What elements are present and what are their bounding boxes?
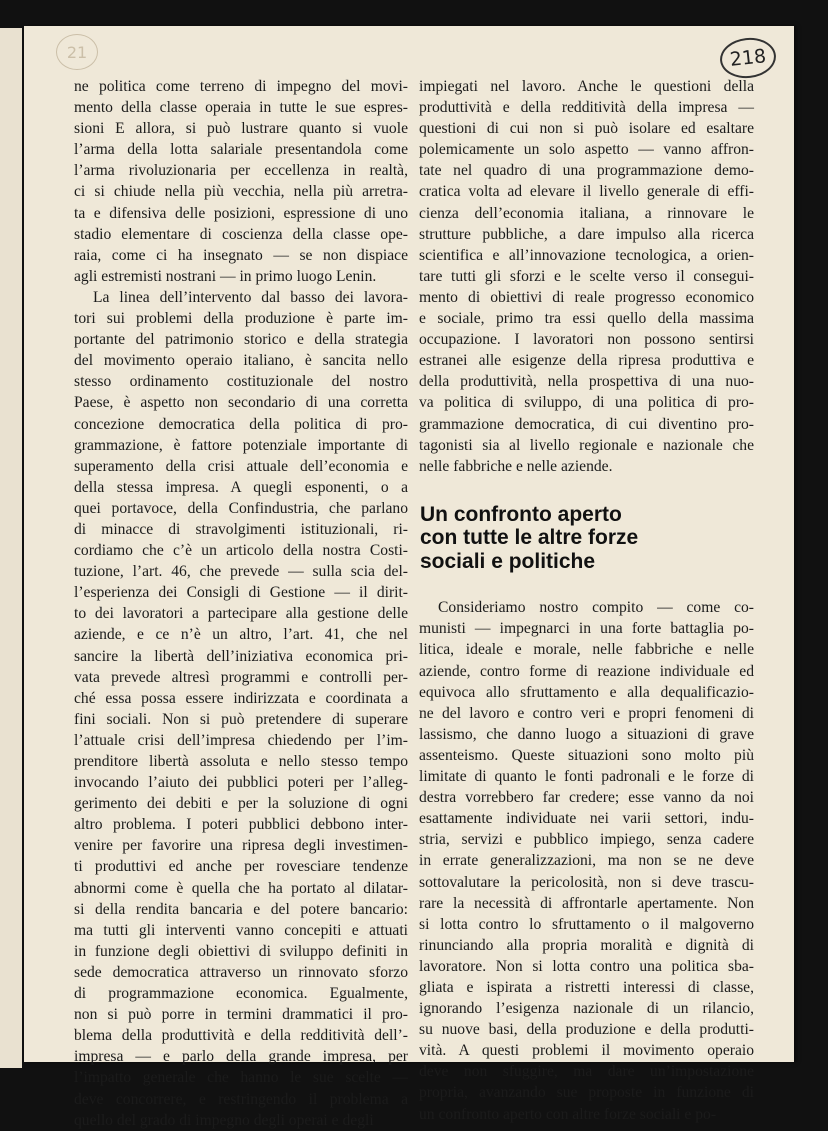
text-line: l’attuale crisi dell’impresa chiedendo per l’im-: [74, 731, 408, 749]
text-line: lassismo, che danno luogo a situazioni di grave: [419, 725, 754, 743]
text-line: l’esperienza dei Consigli di Gestione — il dirit-: [74, 584, 408, 602]
text-line: esattamente individuate nei varii settori, indu-: [419, 810, 754, 828]
text-line: vità. A questi problemi il movimento operaio: [419, 1042, 754, 1060]
text-line: ci si chiude nella più vecchia, nella più arretra-: [74, 183, 408, 201]
text-line: gliata e ispirata a ristretti interessi di classe,: [419, 978, 754, 996]
text-line: quello del grado di impegno degli operai e degli: [74, 1111, 374, 1129]
text-line: ne politica come terreno di impegno del movi-: [74, 78, 408, 95]
text-line: propria, avanzando sue proposte in funzione di: [419, 1084, 754, 1102]
text-column-right: [419, 76, 754, 1125]
text-line: occupazione. I lavoratori non possono sentirsi: [419, 331, 754, 349]
text-line: stesso ordinamento costituzionale del nostro: [74, 373, 408, 391]
text-line: lavoratore. Non si lotta contro una politica sba-: [419, 957, 754, 975]
text-line: Paese, è aspetto non secondario di una corretta: [74, 394, 408, 412]
text-line: produttività e della redditività della impresa —: [419, 99, 754, 117]
text-line: cratica volta ad elevare il livello generale di effi-: [419, 183, 754, 201]
text-line: ta e difensiva delle posizioni, espressione di uno: [74, 204, 408, 222]
text-line: aziende, e ce n’è un altro, l’art. 41, che nel: [74, 626, 408, 644]
text-line: blema della produttività e della redditività dell’-: [74, 1027, 408, 1045]
text-line: si della rendita bancaria e del potere bancario:: [74, 900, 408, 918]
text-line: strutture pubbliche, a dare impulso alla ricerca: [419, 225, 754, 243]
text-line: sottovalutare la pericolosità, non si deve trascu-: [419, 873, 754, 891]
text-line: questioni di cui non si può isolare ed esaltare: [419, 120, 754, 138]
text-line: estranei alle esigenze della ripresa produttiva e: [419, 352, 754, 370]
text-line: grammazione democratica, di cui diventino pro-: [419, 415, 754, 433]
text-line: ne del lavoro e contro veri e propri fenomeni di: [419, 704, 754, 722]
text-line: rare la necessità di affrontarle apertamente. Non: [419, 894, 754, 912]
text-line: to dei lavoratori a partecipare alla gestione delle: [74, 605, 408, 623]
text-line: tare tutti gli sforzi e le scelte verso il consegui-: [419, 267, 754, 285]
text-line: aziende, contro forme di reazione individuale ed: [419, 662, 754, 680]
text-line: un confronto aperto con altre forze sociali e po-: [419, 1105, 717, 1123]
text-line: ché essa possa essere indirizzata e coordinata a: [74, 689, 408, 707]
text-line: munisti — impegnarci in una forte battaglia po-: [419, 620, 754, 638]
page-number: 218: [718, 35, 778, 81]
text-line: l’arma rivoluzionaria per eccellenza in realtà,: [74, 162, 408, 180]
text-line: sancire la libertà dell’iniziativa economica pri-: [74, 647, 408, 665]
text-line: sede democratica attraverso un rinnovato sforzo: [74, 963, 408, 981]
text-line: tori sui problemi della produzione è parte im-: [74, 310, 408, 328]
text-line: l’arma della lotta salariale presentandola come: [74, 141, 408, 159]
text-line: superamento della crisi attuale dell’economia e: [74, 457, 408, 475]
text-line: stria, servizi e pubblico impiego, senza cadere: [419, 831, 754, 849]
text-line: cienza dell’economia italiana, a rinnovare le: [419, 204, 754, 222]
text-line: vata prevede altresì programmi e controlli per-: [74, 668, 408, 686]
text-line: mento della classe operaia in tutte le sue espres-: [74, 99, 408, 117]
text-line: fini sociali. Non si può pretendere di superare: [74, 710, 408, 728]
text-line: abnormi come è quella che ha portato al dilatar-: [74, 879, 408, 897]
text-line: del movimento operaio italiano, è sancita nello: [74, 352, 408, 370]
text-line: ti produttivi ed anche per rovesciare tendenze: [74, 858, 408, 876]
text-line: scientifica e all’innovazione tecnologica, a orien-: [419, 246, 754, 264]
text-line: litica, ideale e morale, nelle fabbriche e nelle: [419, 641, 754, 659]
text-line: tate nel quadro di una programmazione demo-: [419, 162, 754, 180]
text-line: mento di obiettivi di reale progresso economico: [419, 288, 754, 306]
previous-page-edge: [0, 28, 22, 1068]
archive-stamp: 21: [56, 34, 98, 70]
text-line: in funzione degli obiettivi di sviluppo definiti in: [74, 942, 408, 960]
text-line: della stessa impresa. A quegli esponenti, o a: [74, 478, 408, 496]
text-line: impresa — e parlo della grande impresa, per: [74, 1048, 408, 1066]
text-line: non si può porre in termini drammatici il pro-: [74, 1006, 408, 1024]
text-line: tuzione, l’art. 46, che prevede — sulla scia del-: [74, 563, 408, 581]
text-line: quei portavoce, della Confindustria, che parlano: [74, 499, 408, 517]
text-line: l’impatto generale che hanno le sue scelte —: [74, 1069, 408, 1087]
heading-line: sociali e politiche: [420, 549, 596, 573]
text-line: deve non sfuggire, ma dare un’impostazione: [419, 1063, 754, 1081]
text-line: agli estremisti nostrani — in primo luogo Lenin.: [74, 267, 377, 285]
text-line: gerimento dei debiti e per la soluzione di ogni: [74, 795, 408, 813]
document-page: [24, 26, 794, 1129]
paragraph-block-top: [419, 76, 754, 477]
text-line: grammazione, è fattore potenziale importante di: [74, 436, 408, 454]
heading-line: Un confronto aperto: [420, 502, 622, 526]
text-line: venire per favorire una ripresa degli investimen-: [74, 837, 408, 855]
paragraph-block-bottom: [419, 597, 754, 1124]
text-line: su nuove basi, della produzione e della produtti-: [419, 1021, 754, 1039]
text-line: nelle fabbriche e nelle aziende.: [419, 457, 613, 475]
text-line: La linea dell’intervento dal basso dei lavora-: [93, 288, 408, 306]
text-line: tagonisti sia al livello regionale e nazionale che: [419, 436, 754, 454]
text-line: destra vorrebbero far credere; esse vanno da noi: [419, 789, 754, 807]
text-line: sioni E allora, si può lustrare quanto si vuole: [74, 120, 408, 138]
text-column-left: [74, 76, 408, 1131]
text-line: altro problema. I poteri pubblici debbono inter-: [74, 816, 408, 834]
text-line: rinunciando alla propria moralità e dignità di: [419, 936, 754, 954]
text-line: equivoca allo sfruttamento e alla dequalificazio-: [419, 683, 754, 701]
text-line: stadio elementare di coscienza della classe ope-: [74, 225, 408, 243]
text-line: invocando l’aiuto dei pubblici poteri per l’alleg-: [74, 774, 408, 792]
text-line: va politica di sviluppo, di una politica di pro-: [419, 394, 754, 412]
text-line: limitate di quanto le fonti padronali e le forze di: [419, 768, 754, 786]
text-line: in errate generalizzazioni, ma non se ne deve: [419, 852, 754, 870]
text-line: ma tutti gli interventi vanno concepiti e attuati: [74, 921, 408, 939]
text-line: impiegati nel lavoro. Anche le questioni della: [419, 78, 754, 95]
section-heading: [420, 503, 754, 574]
text-line: si lotta contro lo sfruttamento o il malgoverno: [419, 915, 754, 933]
text-line: concezione democratica della politica di pro-: [74, 415, 408, 433]
text-line: Consideriamo nostro compito — come co-: [438, 599, 754, 617]
text-line: della produttività, nella prospettiva di una nuo-: [419, 373, 754, 391]
text-line: e sociale, primo tra essi quello della massima: [419, 310, 754, 328]
text-line: di programmazione economica. Egualmente,: [74, 985, 408, 1003]
text-line: raia, come ci ha insegnato — se non dispiace: [74, 246, 408, 264]
text-line: ignorando l’esigenza nazionale di un rilancio,: [419, 1000, 754, 1018]
text-line: deve concorrere, e restringendo il problema a: [74, 1090, 408, 1108]
heading-line: con tutte le altre forze: [420, 526, 639, 550]
text-line: cordiamo che c’è un articolo della nostra Costi-: [74, 542, 408, 560]
text-line: prenditore libertà assoluta e nello stesso tempo: [74, 753, 408, 770]
text-line: di minacce di stravolgimenti istituzionali, ri-: [74, 520, 408, 538]
text-line: assenteismo. Queste situazioni sono molto più: [419, 746, 754, 764]
text-line: portante del patrimonio storico e della strategia: [74, 331, 408, 349]
text-line: polemicamente un solo aspetto — vanno affron-: [419, 141, 754, 159]
